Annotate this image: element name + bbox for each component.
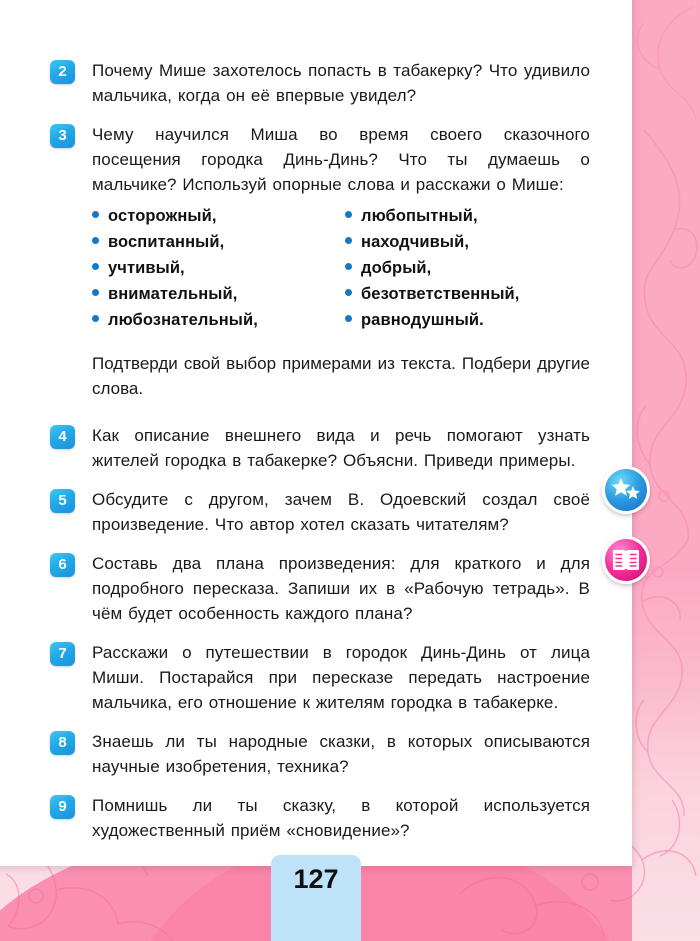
book-badge[interactable]: [602, 536, 650, 584]
stars-badge[interactable]: [602, 466, 650, 514]
question-item: [50, 729, 590, 779]
question-text: Помнишь ли ты сказку, в которой используется художественный приём «сновидение»?: [92, 796, 590, 840]
question-item: [50, 423, 590, 473]
list-item: [92, 311, 337, 330]
support-words-list: [50, 207, 590, 337]
word-label: внимательный,: [108, 285, 238, 303]
support-words-column-left: [92, 207, 337, 337]
word-label: безответственный,: [361, 285, 520, 303]
word-label: осторожный,: [108, 207, 217, 225]
bullet-icon: [345, 211, 352, 218]
question-text: Обсудите с другом, зачем В. Одоевский создал своё произведение. Что автор хотел сказать читателям?: [92, 490, 590, 534]
list-item: [92, 285, 337, 304]
list-item: [345, 233, 590, 252]
question-number-badge: 3: [50, 124, 75, 148]
list-item: [345, 259, 590, 278]
question-number-badge: 8: [50, 731, 75, 755]
bullet-icon: [345, 263, 352, 270]
support-words-column-right: [337, 207, 590, 337]
word-label: равнодушный.: [361, 311, 484, 329]
right-pink-band: [632, 0, 700, 941]
question-item: [50, 551, 590, 626]
word-label: любознательный,: [108, 311, 258, 329]
list-item: [345, 207, 590, 226]
bullet-icon: [92, 315, 99, 322]
list-item: [92, 207, 337, 226]
question-item: [50, 640, 590, 715]
word-label: добрый,: [361, 259, 432, 277]
bullet-icon: [92, 211, 99, 218]
page-content: [50, 58, 590, 857]
word-label: находчивый,: [361, 233, 470, 251]
question-number-badge: 5: [50, 489, 75, 513]
two-stars-icon: [611, 477, 641, 503]
follow-up-text: Подтверди свой выбор примерами из текста. Подбери другие слова.: [92, 354, 590, 398]
list-item: [92, 233, 337, 252]
page-number: 127: [271, 855, 361, 941]
question-item: [50, 487, 590, 537]
question-text: Чему научился Миша во время своего сказочного посещения городка Динь-Динь? Что ты думаешь о мальчике? Используй опорные слова и расскажи о Мише:: [92, 125, 590, 194]
bullet-icon: [92, 289, 99, 296]
word-label: любопытный,: [361, 207, 478, 225]
list-item: [92, 259, 337, 278]
question-text: Составь два плана произведения: для краткого и для подробного пересказа. Запиши их в «Рабочую тетрадь». В чём будет особенность каждого плана?: [92, 554, 590, 623]
word-label: учтивый,: [108, 259, 185, 277]
question-item: [50, 58, 590, 108]
question-text: Почему Мише захотелось попасть в табакерку? Что удивило мальчика, когда он её впервые увидел?: [92, 61, 590, 105]
list-item: [345, 311, 590, 330]
word-label: воспитанный,: [108, 233, 225, 251]
question-text: Знаешь ли ты народные сказки, в которых описываются научные изобретения, техника?: [92, 732, 590, 776]
open-book-icon: [612, 548, 640, 572]
question-item: [50, 122, 590, 197]
bullet-icon: [345, 289, 352, 296]
question-number-badge: 6: [50, 553, 75, 577]
bullet-icon: [345, 315, 352, 322]
question-number-badge: 4: [50, 425, 75, 449]
question-text: Как описание внешнего вида и речь помогают узнать жителей городка в табакерке? Объясни. Приведи примеры.: [92, 426, 590, 470]
bullet-icon: [92, 237, 99, 244]
bullet-icon: [345, 237, 352, 244]
question-number-badge: 2: [50, 60, 75, 84]
question-number-badge: 9: [50, 795, 75, 819]
list-item: [345, 285, 590, 304]
question-number-badge: 7: [50, 642, 75, 666]
question-text: Расскажи о путешествии в городок Динь-Динь от лица Миши. Постарайся при пересказе передать настроение мальчика, его отношение к жителям городка в табакерке.: [92, 643, 590, 712]
bullet-icon: [92, 263, 99, 270]
question-item: [50, 793, 590, 843]
